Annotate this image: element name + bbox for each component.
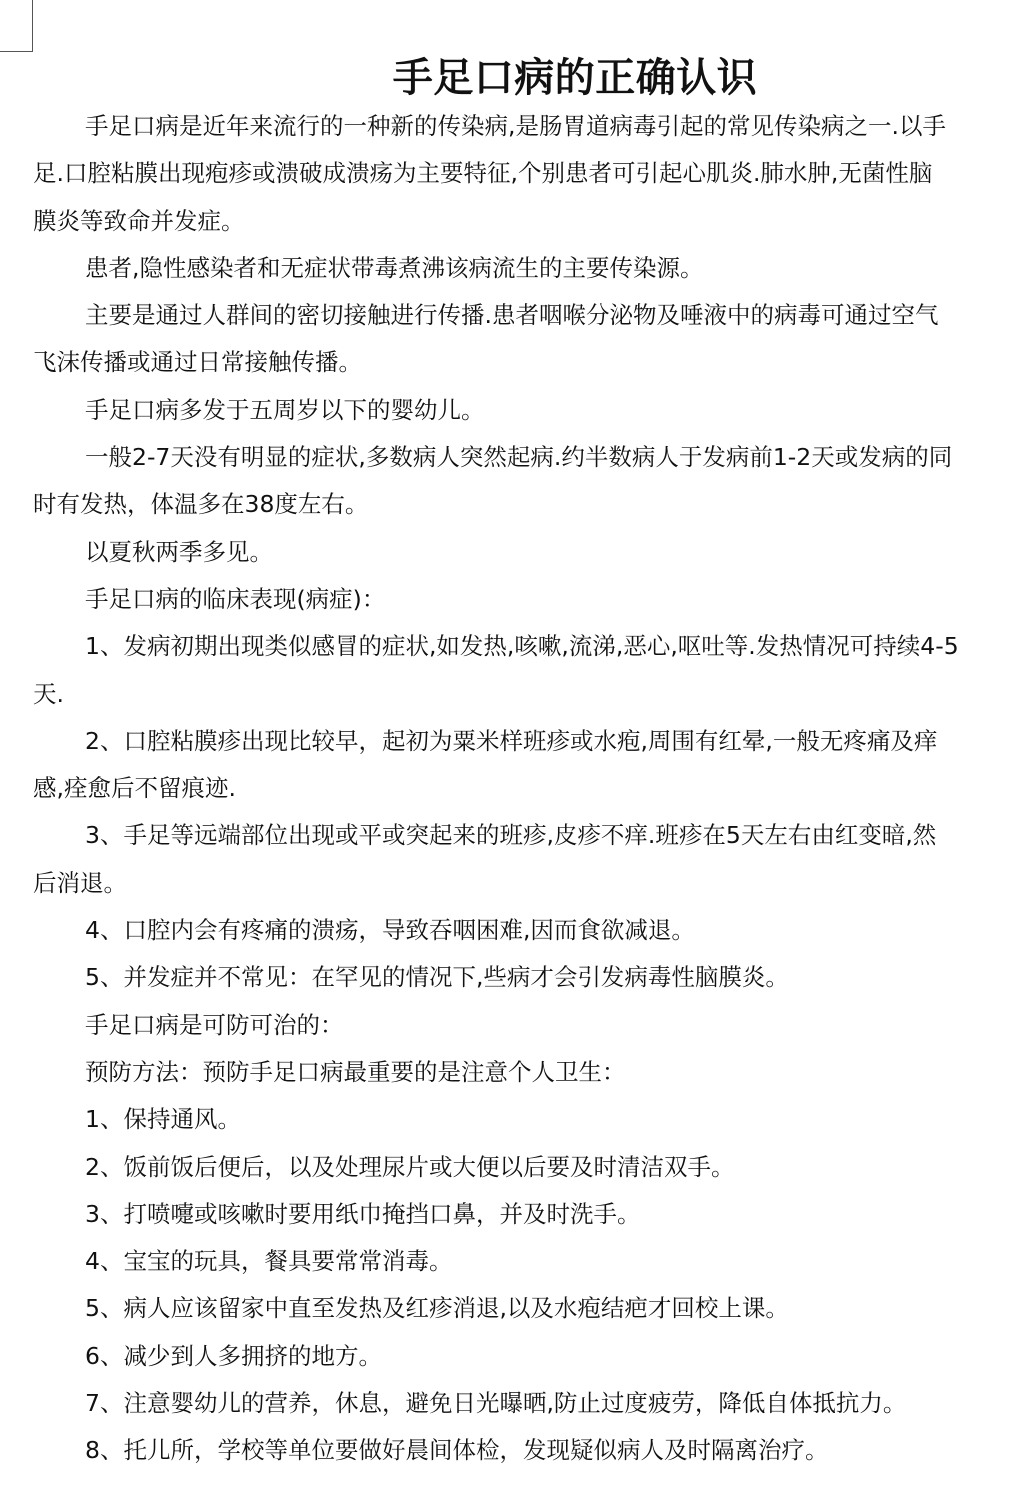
text-line: 6、减少到人多拥挤的地方。 (85, 1341, 382, 1370)
paragraph (33, 1333, 1027, 1380)
document-title: 手足口病的正确认识 (392, 55, 758, 101)
paragraph (33, 103, 1027, 245)
text-line: 2、口腔粘膜疹出现比较早，起初为粟米样班疹或水疱,周围有红晕,一般无疼痛及痒 (85, 726, 938, 755)
text-line: 1、保持通风。 (85, 1105, 241, 1134)
paragraph (33, 1380, 1027, 1427)
paragraph (33, 245, 1027, 292)
paragraph (33, 1191, 1027, 1238)
paragraph (33, 292, 1027, 387)
text-line: 足.口腔粘膜出现疱疹或溃破成溃疡为主要特征,个别患者可引起心肌炎.肺水肿,无菌性脑 (33, 159, 933, 188)
text-line: 5、病人应该留家中直至发热及红疹消退,以及水疱结疤才回校上课。 (85, 1294, 789, 1323)
text-line: 以夏秋两季多见。 (85, 537, 273, 566)
text-line: 3、打喷嚏或咳嗽时要用纸巾掩挡口鼻，并及时洗手。 (85, 1199, 641, 1228)
paragraph (33, 576, 1027, 623)
text-line: 手足口病是可防可治的： (85, 1010, 344, 1039)
paragraph (33, 387, 1027, 434)
paragraph (33, 623, 1027, 718)
paragraph (33, 718, 1027, 813)
document-body (33, 103, 1027, 1475)
paragraph (33, 954, 1027, 1001)
text-line: 7、注意婴幼儿的营养，休息，避免日光曝晒,防止过度疲劳，降低自体抵抗力。 (85, 1389, 907, 1418)
paragraph (33, 1238, 1027, 1285)
text-line: 预防方法：预防手足口病最重要的是注意个人卫生： (85, 1057, 626, 1086)
text-line: 8、托儿所，学校等单位要做好晨间体检，发现疑似病人及时隔离治疗。 (85, 1436, 829, 1465)
paragraph (33, 1096, 1027, 1143)
text-line: 5、并发症并不常见：在罕见的情况下,些病才会引发病毒性脑膜炎。 (85, 963, 789, 992)
text-line: 感,痊愈后不留痕迹. (33, 774, 236, 803)
text-line: 飞沫传播或通过日常接触传播。 (33, 348, 362, 377)
paragraph (33, 529, 1027, 576)
paragraph (33, 812, 1027, 907)
text-line: 患者,隐性感染者和无症状带毒煮沸该病流生的主要传染源。 (85, 253, 704, 282)
paragraph (33, 1144, 1027, 1191)
paragraph (33, 1049, 1027, 1096)
text-line: 膜炎等致命并发症。 (33, 206, 245, 235)
text-line: 手足口病多发于五周岁以下的婴幼儿。 (85, 395, 485, 424)
text-line: 4、宝宝的玩具，餐具要常常消毒。 (85, 1247, 453, 1276)
paragraph (33, 1285, 1027, 1332)
text-line: 3、手足等远端部位出现或平或突起来的班疹,皮疹不痒.班疹在5天左右由红变暗,然 (85, 821, 937, 850)
paragraph (33, 1427, 1027, 1474)
text-line: 手足口病是近年来流行的一种新的传染病,是肠胃道病毒引起的常见传染病之一.以手 (85, 112, 946, 140)
text-line: 时有发热，体温多在38度左右。 (33, 490, 369, 519)
text-line: 主要是通过人群间的密切接触进行传播.患者咽喉分泌物及唾液中的病毒可通过空气 (85, 301, 939, 330)
text-line: 一般2-7天没有明显的症状,多数病人突然起病.约半数病人于发病前1-2天或发病的同 (85, 443, 953, 472)
paragraph (33, 907, 1027, 954)
text-line: 2、饭前饭后便后，以及处理尿片或大便以后要及时清洁双手。 (85, 1152, 735, 1181)
text-line: 天. (33, 679, 64, 708)
page-corner-mark (0, 0, 33, 52)
paragraph (33, 1002, 1027, 1049)
text-line: 后消退。 (33, 868, 127, 897)
paragraph (33, 434, 1027, 529)
text-line: 1、发病初期出现类似感冒的症状,如发热,咳嗽,流涕,恶心,呕吐等.发热情况可持续4-5 (85, 632, 959, 661)
text-line: 手足口病的临床表现(病症)： (85, 584, 386, 613)
text-line: 4、口腔内会有疼痛的溃疡，导致吞咽困难,因而食欲减退。 (85, 916, 695, 945)
